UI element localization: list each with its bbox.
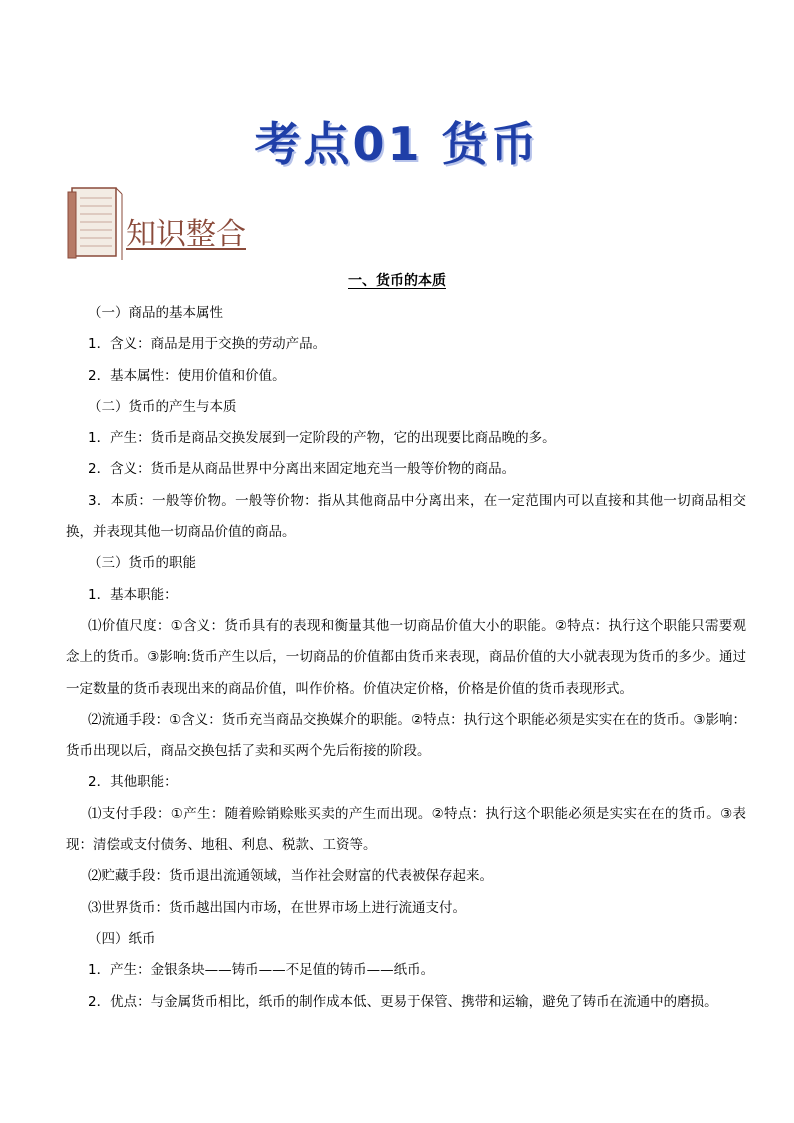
paragraph: 2．优点：与金属货币相比，纸币的制作成本低、更易于保管、携带和运输，避免了铸币在流通中的磨损。 [88, 993, 718, 1010]
book-icon [66, 182, 126, 262]
paragraph: ⑴价值尺度：①含义：货币具有的表现和衡量其他一切商品价值大小的职能。②特点：执行这个职能只需要观念上的货币。③影响:货币产生以后，一切商品的价值都由货币来表现，商品价值的大小就表现为货币的多少。通过一定数量的货币表现出来的商品价值，叫作价格。价值决定价格，价格是价值的货币表现形式。 [66, 617, 746, 697]
paragraph: ⑶世界货币：货币越出国内市场，在世界市场上进行流通支付。 [88, 899, 466, 916]
paragraph: 1．产生：货币是商品交换发展到一定阶段的产物，它的出现要比商品晚的多。 [88, 430, 556, 447]
section-banner [66, 182, 256, 262]
paragraph: （三）货币的职能 [88, 555, 196, 572]
content-body [66, 298, 746, 1018]
banner-label: 知识整合 [126, 217, 246, 252]
page-title: 考点01 货币 [254, 117, 540, 171]
paragraph: （二）货币的产生与本质 [88, 398, 237, 415]
paragraph: 2．基本属性：使用价值和价值。 [88, 367, 286, 384]
paragraph: 2．含义：货币是从商品世界中分离出来固定地充当一般等价物的商品。 [88, 461, 516, 478]
section-heading: 一、货币的本质 [348, 273, 446, 289]
paragraph: 1．含义：商品是用于交换的劳动产品。 [88, 336, 327, 353]
paragraph: 2．其他职能： [88, 774, 178, 791]
paragraph: ⑴支付手段：①产生：随着赊销赊账买卖的产生而出现。②特点：执行这个职能必须是实实在在的货币。③表现：清偿或支付债务、地租、利息、税款、工资等。 [66, 805, 746, 854]
paragraph: 3．本质：一般等价物。一般等价物：指从其他商品中分离出来，在一定范围内可以直接和其他一切商品相交换，并表现其他一切商品价值的商品。 [66, 492, 746, 541]
paragraph: （一）商品的基本属性 [88, 305, 223, 321]
paragraph: （四）纸币 [88, 930, 156, 947]
paragraph: ⑵贮藏手段：货币退出流通领域，当作社会财富的代表被保存起来。 [88, 868, 493, 885]
paragraph: ⑵流通手段：①含义：货币充当商品交换媒介的职能。②特点：执行这个职能必须是实实在在的货币。③影响：货币出现以后，商品交换包括了卖和买两个先后衔接的阶段。 [66, 711, 746, 760]
paragraph: 1．基本职能： [88, 586, 178, 603]
paragraph: 1．产生：金银条块——铸币——不足值的铸币——纸币。 [88, 962, 435, 979]
